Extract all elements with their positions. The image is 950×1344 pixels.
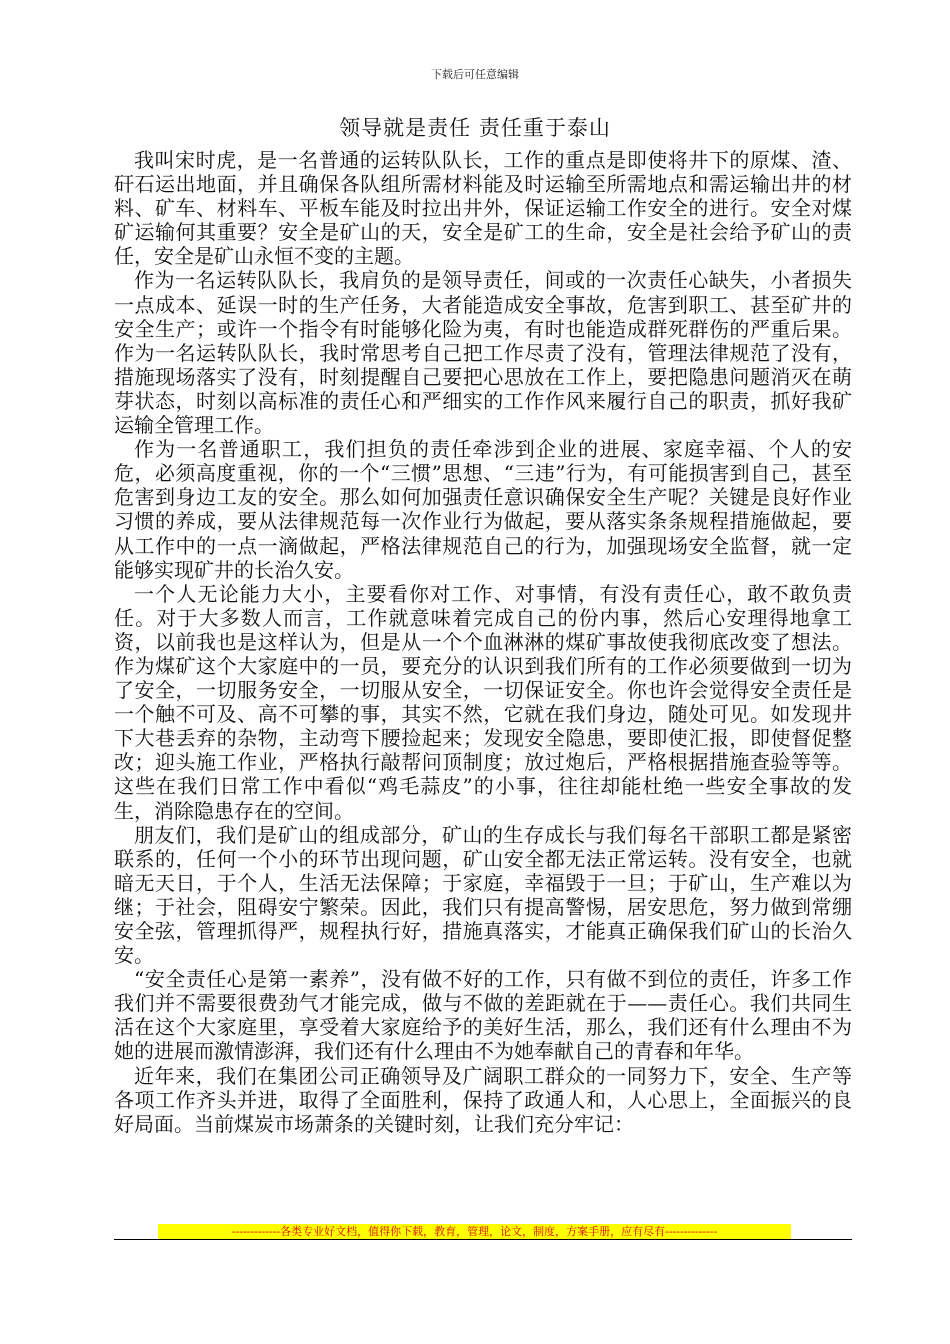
footer-divider bbox=[114, 1239, 852, 1240]
paragraph-4: 一个人无论能力大小，主要看你对工作、对事情，有没有责任心，敢不敢负责任。对于大多数人而言，工作就意味着完成自己的份内事，然后心安理得地拿工资，以前我也是这样认为，但是从一个个血淋淋的煤矿事故使我彻底改变了想法。作为煤矿这个大家庭中的一员，要充分的认识到我们所有的工作必须要做到一切为了安全，一切服务安全，一切服从安全，一切保证安全。你也许会觉得安全责任是一个触不可及、高不可攀的事，其实不然，它就在我们身边，随处可见。如发现井下大巷丢弃的杂物，主动弯下腰捡起来；发现安全隐患，要即使汇报，即使督促整改；迎头施工作业，严格执行敲帮问顶制度；放过炮后，严格根据措施查验等等。这些在我们日常工作中看似“鸡毛蒜皮”的小事，往往却能杜绝一些安全事故的发生，消除隐患存在的空间。 bbox=[114, 581, 852, 823]
paragraph-3: 作为一名普通职工，我们担负的责任牵涉到企业的进展、家庭幸福、个人的安危，必须高度重视，你的一个“三惯”思想、“三违”行为，有可能损害到自己，甚至危害到身边工友的安全。那么如何加强责任意识确保安全生产呢？关键是良好作业习惯的养成，要从法律规范每一次作业行为做起，要从落实条条规程措施做起，要从工作中的一点一滴做起，严格法律规范自己的行为，加强现场安全监督，就一定能够实现矿井的长治久安。 bbox=[114, 437, 852, 582]
paragraph-1: 我叫宋时虎，是一名普通的运转队队长，工作的重点是即使将井下的原煤、渣、矸石运出地面，并且确保各队组所需材料能及时运输至所需地点和需运输出井的材料、矿车、材料车、平板车能及时拉出井外，保证运输工作安全的进行。安全对煤矿运输何其重要？安全是矿山的天，安全是矿工的生命，安全是社会给予矿山的责任，安全是矿山永恒不变的主题。 bbox=[114, 148, 852, 269]
paragraph-5: 朋友们，我们是矿山的组成部分，矿山的生存成长与我们每名干部职工都是紧密联系的，任何一个小的环节出现问题，矿山安全都无法正常运转。没有安全，也就暗无天日，于个人，生活无法保障；于家庭，幸福毁于一旦；于矿山，生产难以为继；于社会，阻碍安宁繁荣。因此，我们只有提高警惕，居安思危，努力做到常绷安全弦，管理抓得严，规程执行好，措施真落实，才能真正确保我们矿山的长治久安。 bbox=[114, 822, 852, 968]
header-note: 下载后可任意编辑 bbox=[431, 68, 519, 81]
paragraph-6: “安全责任心是第一素养”，没有做不好的工作，只有做不到位的责任，许多工作我们并不需要很费劲气才能完成，做与不做的差距就在于——责任心。我们共同生活在这个大家庭里，享受着大家庭给予的美好生活，那么，我们还有什么理由不为她的进展而激情澎湃，我们还有什么理由不为她奉献自己的青春和年华。 bbox=[114, 967, 852, 1064]
paragraph-7: 近年来，我们在集团公司正确领导及广阔职工群众的一同努力下，安全、生产等各项工作齐头并进，取得了全面胜利，保持了政通人和，人心思上，全面振兴的良好局面。当前煤炭市场萧条的关键时刻，让我们充分牢记： bbox=[114, 1063, 852, 1136]
document-title: 领导就是责任 责任重于泰山 bbox=[339, 116, 611, 140]
document-body bbox=[114, 148, 852, 1136]
paragraph-2: 作为一名运转队队长，我肩负的是领导责任，间或的一次责任心缺失，小者损失一点成本、延误一时的生产任务，大者能造成安全事故，危害到职工、甚至矿井的安全生产；或许一个指令有时能够化险为夷，有时也能造成群死群伤的严重后果。作为一名运转队队长，我时常思考自己把工作尽责了没有，管理法律规范了没有，措施现场落实了没有，时刻提醒自己要把心思放在工作上，要把隐患问题消灭在萌芽状态，时刻以高标准的责任心和严细实的工作作风来履行自己的职责，抓好我矿运输全管理工作。 bbox=[114, 268, 852, 438]
footer-banner: -------------各类专业好文档，值得你下载，教育，管理，论文，制度，方案手册，应有尽有-------------- bbox=[158, 1224, 791, 1239]
